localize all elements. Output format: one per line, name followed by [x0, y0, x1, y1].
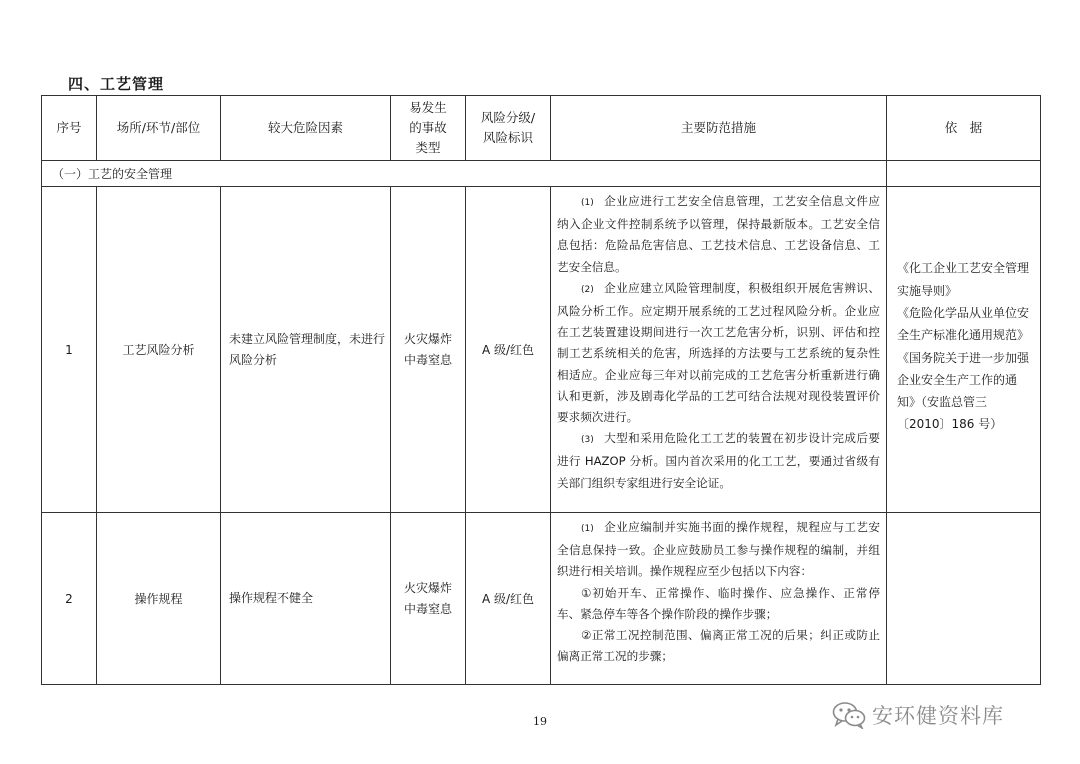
- measure-text: 企业应建立风险管理制度，积极组织开展危害辨识、风险分析工作。应定期开展系统的工艺过程风险分析。企业应在工艺装置建设期间进行一次工艺危害分析，识别、评估和控制工艺系统相关的危害，所选择的方法要与工艺系统的复杂性相适应。企业应每三年对以前完成的工艺危害分析重新进行确认和更新，涉及剧毒化学品的工艺可结合法规对现役装置评价要求频次进行。: [557, 280, 880, 425]
- accident-type-line-1: 火灾爆炸: [403, 331, 452, 346]
- row-hazard: 操作规程不健全: [221, 513, 391, 685]
- row-risk-level: A 级/红色: [466, 513, 551, 685]
- row-place: 操作规程: [97, 513, 221, 685]
- header-place: 场所/环节/部位: [97, 96, 221, 161]
- header-risk-line-1: 风险分级/: [480, 110, 536, 125]
- measure-subitem: ①初始开车、正常操作、临时操作、应急操作、正常停车、紧急停车等各个操作阶段的操作步骤；: [557, 585, 880, 621]
- header-basis: 依 据: [887, 96, 1041, 161]
- row-seq: 2: [42, 513, 97, 685]
- measure-subitem: ②正常工况控制范围、偏离正常工况的后果；纠正或防止偏离正常工况的步骤；: [557, 628, 880, 664]
- measure-text: 企业应编制并实施书面的操作规程，规程应与工艺安全信息保持一致。企业应鼓励员工参与操作规程的编制，并组织进行相关培训。操作规程应至少包括以下内容：: [557, 520, 880, 579]
- header-accident-line-2: 的事故: [409, 120, 447, 135]
- header-accident-type: [391, 96, 466, 161]
- row-accident-type: [391, 187, 466, 513]
- header-accident-line-3: 类型: [415, 140, 441, 155]
- measure-number: (2): [581, 284, 594, 295]
- row-hazard: 未建立风险管理制度，未进行风险分析: [221, 187, 391, 513]
- table-row: [42, 187, 1041, 513]
- measure-text: 企业应进行工艺安全信息管理，工艺安全信息文件应纳入企业文件控制系统予以管理，保持最新版本。工艺安全信息包括：危险品危害信息、工艺技术信息、工艺设备信息、工艺安全信息。: [557, 194, 880, 274]
- basis-item: 《化工企业工艺安全管理实施导则》: [897, 261, 1030, 298]
- basis-item: 《国务院关于进一步加强企业安全生产工作的通知》（安监总管三〔2010〕186 号）: [897, 350, 1030, 432]
- measure-text: 大型和采用危险化工工艺的装置在初步设计完成后要进行 HAZOP 分析。国内首次采用的化工工艺，要通过省级有关部门组织专家组进行安全论证。: [557, 431, 880, 490]
- accident-type-line-2: 中毒窒息: [403, 352, 452, 367]
- row-accident-type: [391, 513, 466, 685]
- header-hazard: 较大危险因素: [221, 96, 391, 161]
- measure-item: [557, 191, 880, 278]
- row-basis-empty: [887, 513, 1041, 685]
- measure-number: (1): [581, 198, 594, 208]
- row-measures: [551, 187, 887, 513]
- measure-number: (1): [581, 524, 594, 534]
- section-title: 四、工艺管理: [68, 75, 165, 93]
- subsection-basis-empty: [887, 161, 1041, 187]
- row-basis: [887, 187, 1041, 513]
- basis-item: 《危险化学品从业单位安全生产标准化通用规范》: [897, 305, 1030, 343]
- measure-item: [557, 517, 880, 583]
- watermark: [832, 700, 1004, 730]
- header-measures: 主要防范措施: [551, 96, 887, 161]
- table-row: [42, 513, 1041, 685]
- header-row: [42, 96, 1041, 161]
- row-seq: 1: [42, 187, 97, 513]
- subsection-title: （一）工艺的安全管理: [42, 161, 887, 187]
- header-accident-line-1: 易发生: [409, 100, 447, 115]
- wechat-icon: [832, 701, 866, 729]
- header-seq: 序号: [42, 96, 97, 161]
- process-management-table: [41, 95, 1041, 685]
- header-risk-level: [466, 96, 551, 161]
- subsection-row: [42, 161, 1041, 187]
- row-measures: [551, 513, 887, 685]
- accident-type-line-1: 火灾爆炸: [403, 580, 452, 595]
- measure-item: [557, 428, 880, 494]
- page-number: 19: [533, 715, 547, 728]
- row-risk-level: A 级/红色: [466, 187, 551, 513]
- accident-type-line-2: 中毒窒息: [403, 601, 452, 616]
- header-risk-line-2: 风险标识: [482, 130, 533, 145]
- watermark-text: 安环健资料库: [872, 704, 1004, 728]
- row-place: 工艺风险分析: [97, 187, 221, 513]
- measure-number: (3): [581, 435, 594, 446]
- measure-item: [557, 278, 880, 428]
